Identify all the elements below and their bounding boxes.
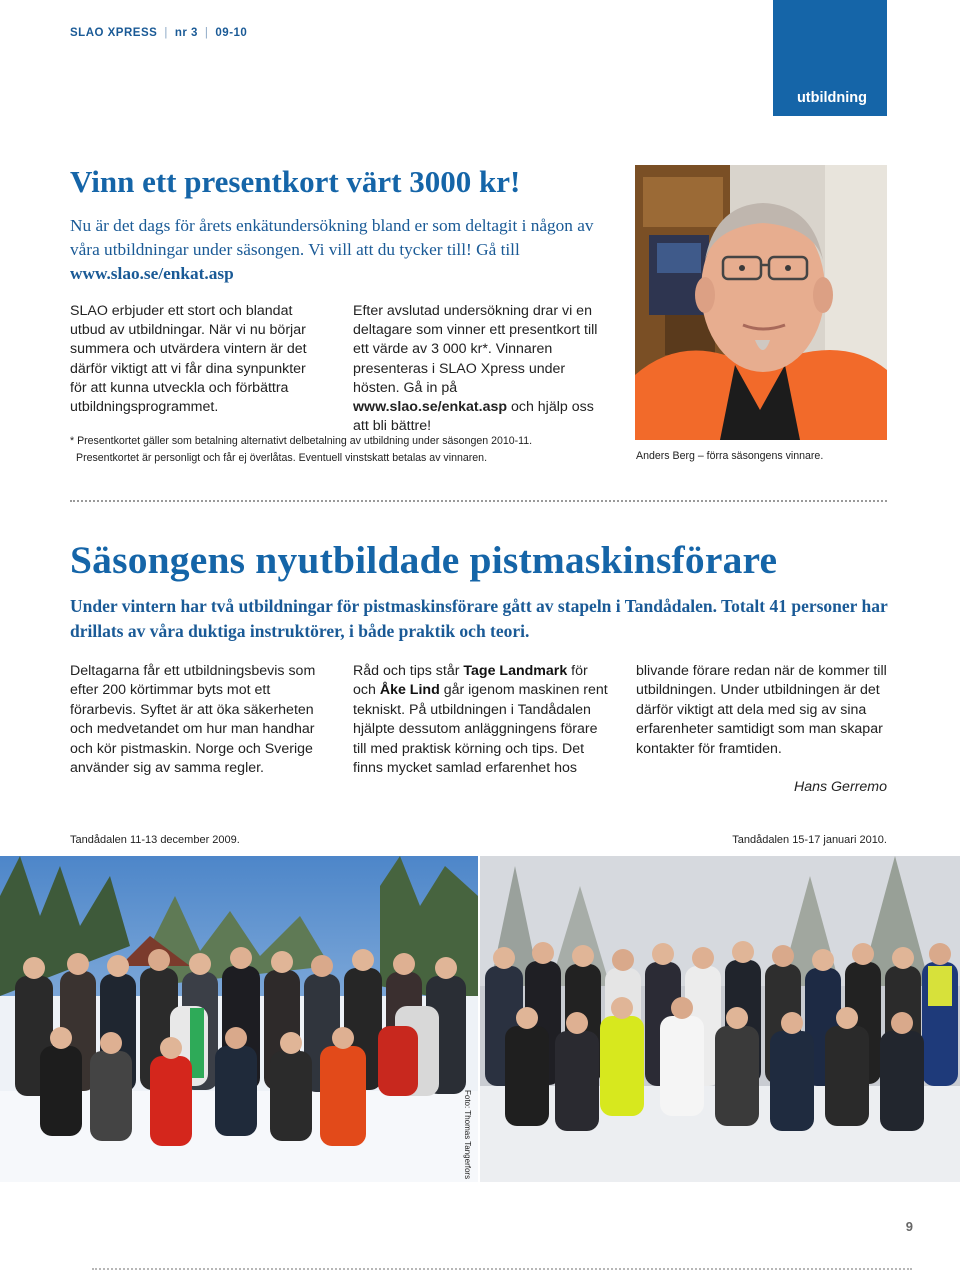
group-photo-january (480, 856, 960, 1182)
article2-column-3: blivande förare redan när de kommer till utbildningen. Under utbildningen är det därför viktigt att dela med sig av sina erfarenheter samtidigt som man skapar kontakter för framtiden. (636, 663, 887, 757)
instructor-name: Tage Landmark (463, 663, 568, 679)
page-number: 9 (905, 1219, 913, 1234)
footer-divider (92, 1268, 912, 1270)
group-photo-illustration (480, 856, 960, 1182)
issue-number: nr 3 (174, 27, 198, 39)
section-tab (773, 0, 887, 116)
section-tab-label: utbildning (796, 90, 867, 106)
footnote-line-2: Presentkortet är personligt och får ej överlåtas. Eventuell vinstskatt betalas av vinnaren. (76, 452, 488, 464)
issue-period: 09-10 (215, 27, 248, 39)
winner-portrait-photo (635, 165, 887, 440)
footnote (70, 433, 532, 467)
article2-column-1: Deltagarna får ett utbildningsbevis som efter 200 körtimmar byts mot ett förarbevis. Syftet är att öka säkerheten och medvetandet om hur man handhar och kör pistmaskin. Norge och Sverige använder sig av samma regler. (70, 663, 316, 777)
article1-column-1: SLAO erbjuder ett stort och blandat utbud av utbildningar. När vi nu börjar summera och utvärdera vintern är det därför viktigt att vi får dina synpunkter för att kunna utveckla och förbättra utbildningsprogrammet. (70, 303, 307, 416)
photo-credit: Foto: Thomas Tangerfors (463, 1090, 472, 1180)
survey-link[interactable]: www.slao.se/enkat.asp (70, 264, 234, 283)
article2-column-2: Råd och tips står Tage Landmark för och Åke Lind går igenom maskinen rent tekniskt. På utbildningen i Tandådalen hjälpte dessutom anläggningens förare till med praktisk körning och tips. Det finns mycket samlad erfarenhet hos (353, 663, 608, 777)
instructor-name: Åke Lind (379, 682, 440, 699)
author-signature: Hans Gerremo (793, 779, 887, 795)
article2-lead: Under vintern har två utbildningar för pistmaskinsförare gått av stapeln i Tandådalen. Totalt 41 personer har drillats av våra duktiga instruktörer, i både praktik och teori. (70, 596, 888, 641)
group-photo-illustration (0, 856, 478, 1182)
publication-name: SLAO XPRESS (70, 27, 158, 39)
footnote-line-1: * Presentkortet gäller som betalning alternativt delbetalning av utbildning under säsongen 2010-11. (70, 435, 533, 447)
portrait-caption: Anders Berg – förra säsongens vinnare. (636, 450, 824, 462)
article1-lead: Nu är det dags för årets enkätundersökning bland er som deltagit i någon av våra utbildningar under säsongen. Vi vill att du tycker till! Gå till www.slao.se/enkat.asp (70, 216, 594, 283)
photo-caption-left: Tandådalen 11-13 december 2009. (70, 834, 240, 846)
photo-caption-right: Tandådalen 15-17 januari 2010. (732, 834, 887, 846)
article2-title: Säsongens nyutbildade pistmaskinsförare (70, 538, 778, 582)
portrait-illustration (635, 165, 887, 440)
article1-title: Vinn ett presentkort värt 3000 kr! (70, 164, 521, 199)
article1-column-2: Efter avslutad undersökning drar vi en deltagare som vinner ett presentkort till ett värde av 3 000 kr*. Vinnaren presenteras i SLAO Xpress under hösten. Gå in på www.slao.se/enkat.asp och hjälp oss att bli bättre! (353, 303, 598, 435)
survey-link-inline[interactable]: www.slao.se/enkat.asp (353, 399, 508, 416)
group-photo-december (0, 856, 478, 1182)
section-divider (70, 500, 887, 502)
running-header: SLAO XPRESS | nr 3 | 09-10 (70, 27, 248, 39)
